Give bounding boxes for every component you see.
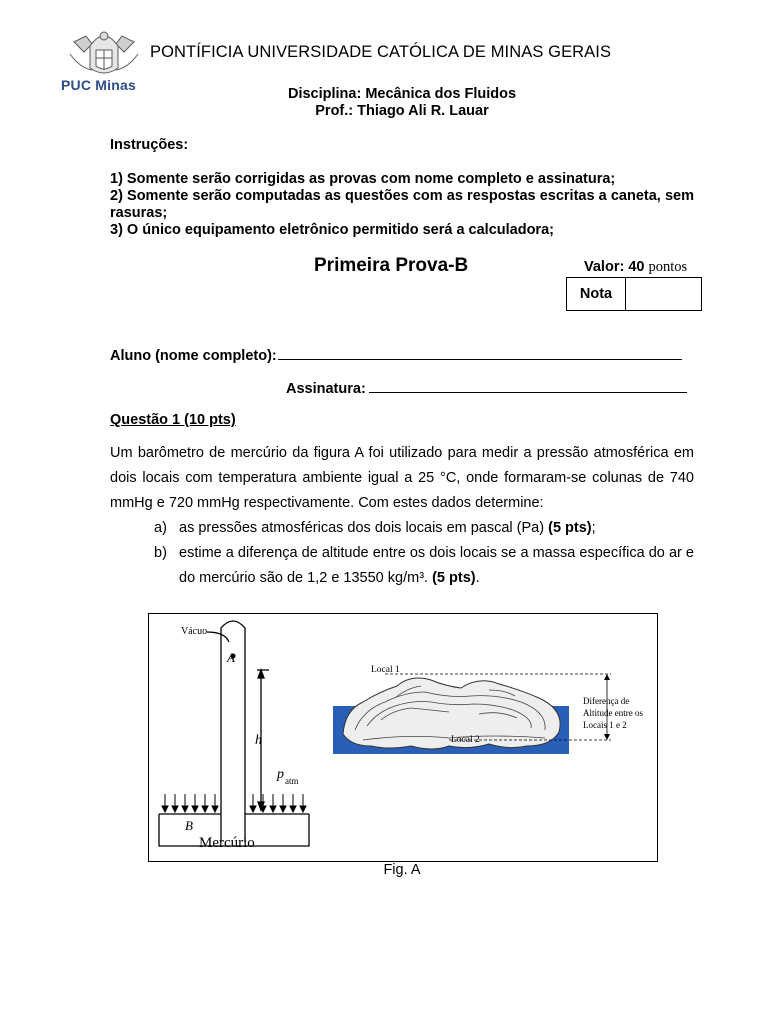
student-name-line[interactable] [278, 345, 682, 360]
question-1-items [154, 516, 694, 591]
grade-label: Nota [567, 278, 626, 310]
exam-value [584, 259, 687, 276]
signature-label: Assinatura: [286, 381, 366, 397]
label-a: A [227, 650, 235, 665]
label-patm: p [277, 767, 284, 782]
question-item-a [154, 516, 694, 541]
discipline: Disciplina: Mecânica dos Fluidos [287, 86, 517, 102]
item-end: . [475, 570, 480, 586]
student-name-label: Aluno (nome completo): [110, 348, 277, 364]
label-patm-sub: atm [285, 776, 299, 786]
item-points: (5 pts) [548, 520, 592, 536]
label-diff-2: Altitude entre os [583, 708, 643, 718]
item-points: (5 pts) [432, 570, 476, 586]
label-local2: Local 2 [451, 735, 480, 745]
signature-field[interactable] [286, 378, 687, 397]
logo-text: PUC Minas [61, 77, 136, 93]
label-local1: Local 1 [371, 665, 400, 675]
exam-title: Primeira Prova-B [314, 255, 469, 276]
question-1-text: Um barômetro de mercúrio da figura A foi utilizado para medir a pressão atmosférica em dois locais com temperatura ambiente igual a 25 °C, onde formaram-se colunas de 740 mmHg e 720 mmHg respectivamente. Com estes dados determine: [110, 445, 694, 511]
figure-caption: Fig. A [383, 862, 421, 878]
label-mercury: Mercúrio [199, 835, 255, 851]
valor-label: Valor: [584, 259, 625, 275]
label-h: h [255, 733, 262, 748]
figure-a [148, 613, 658, 862]
instructions-list [110, 171, 694, 239]
university-name: PONTÍFICIA UNIVERSIDADE CATÓLICA DE MINAS GERAIS [150, 43, 612, 61]
label-vacuum: Vácuo [181, 626, 208, 637]
instruction-item: 2) Somente serão computadas as questões com as respostas escritas a caneta, sem rasuras; [110, 188, 694, 221]
grade-field[interactable] [626, 278, 701, 310]
label-b: B [185, 818, 193, 833]
item-text: as pressões atmosféricas dos dois locais em pascal (Pa) [179, 520, 549, 536]
valor-unit: pontos [648, 259, 688, 275]
instruction-item: 3) O único equipamento eletrônico permitido será a calculadora; [110, 222, 554, 238]
label-diff-1: Diferença de [583, 696, 630, 706]
barometer-illustration [149, 614, 657, 861]
instruction-item: 1) Somente serão corrigidas as provas com nome completo e assinatura; [110, 171, 616, 187]
valor-value: 40 [628, 259, 645, 275]
professor: Prof.: Thiago Ali R. Lauar [315, 103, 489, 119]
question-item-b [154, 541, 694, 591]
question-1-title: Questão 1 (10 pts) [110, 412, 236, 428]
item-end: ; [591, 520, 596, 536]
grade-box [566, 277, 702, 311]
item-marker: b) [154, 545, 167, 561]
signature-line[interactable] [369, 378, 687, 393]
student-name-field[interactable] [110, 345, 682, 364]
item-marker: a) [154, 520, 167, 536]
instructions-title: Instruções: [110, 137, 189, 153]
item-text: estime a diferença de altitude entre os dois locais se a massa específica do ar e do mercúrio são de 1,2 e 13550 kg/m³. [179, 545, 694, 586]
label-diff-3: Locais 1 e 2 [583, 720, 627, 730]
